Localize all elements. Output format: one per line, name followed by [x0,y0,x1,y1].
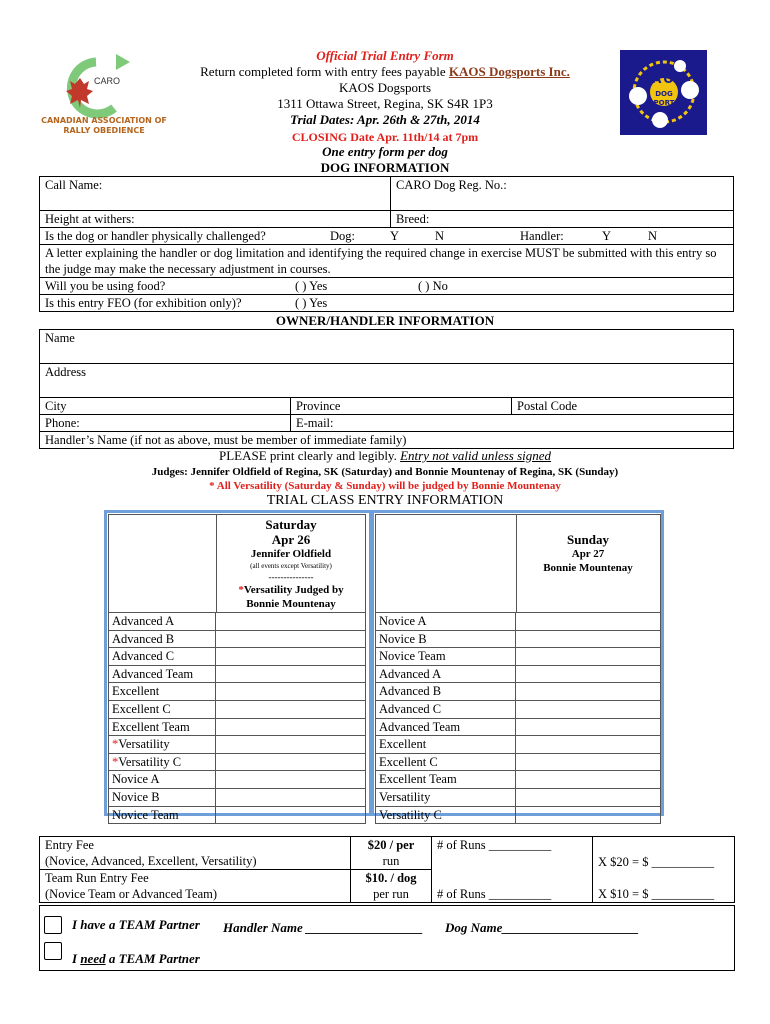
handler-yes-option[interactable]: Y [602,229,612,243]
sunday-class-row [376,648,661,666]
sunday-class-label: Versatility C [376,806,516,824]
sunday-class-entry-cell[interactable] [516,718,661,736]
payee-name: KAOS Dogsports Inc. [448,64,570,79]
sunday-class-label: Versatility [376,788,516,806]
sunday-class-row [376,613,661,631]
one-entry-note: One entry form per dog [322,144,448,159]
city-field[interactable] [40,398,291,415]
saturday-class-label: Advanced B [112,631,175,646]
saturday-class-name [109,736,216,754]
saturday-day: Saturday [265,517,317,532]
dog-no-option[interactable]: N [435,229,445,243]
breed-field[interactable] [391,211,734,228]
handler-no-option[interactable]: N [648,229,658,243]
height-label: Height at withers: [45,212,135,226]
saturday-class-label: Novice A [112,772,160,787]
sunday-class-entry-cell[interactable] [516,648,661,666]
partner-handler-name[interactable]: Handler Name __________________ [223,920,424,935]
org-address: 1311 Ottawa Street, Regina, SK S4R 1P3 [277,96,493,111]
saturday-class-name [109,771,216,789]
owner-info-heading: OWNER/HANDLER INFORMATION [275,313,495,328]
saturday-class-entry-cell[interactable] [216,771,366,789]
print-prefix: PLEASE print clearly and legibly. [218,448,401,463]
saturday-judge-note: (all events except Versatility) [250,562,332,570]
owner-address-field[interactable] [40,364,734,398]
entry-fee-label: Entry Fee [45,838,94,852]
sunday-class-row [376,771,661,789]
saturday-class-star: * [112,754,119,769]
entry-price-line2: run [382,854,400,868]
sunday-class-entry-cell[interactable] [516,665,661,683]
sunday-class-entry-cell[interactable] [516,771,661,789]
sunday-judge: Bonnie Mountenay [543,562,633,574]
print-emphasis: Entry not valid unless signed [400,448,552,463]
class-entry-heading: TRIAL CLASS ENTRY INFORMATION [266,493,504,508]
entry-fee-cell [40,837,351,870]
saturday-versatility-note [221,583,361,611]
saturday-class-row [109,665,366,683]
saturday-class-name [109,613,216,631]
partner-dog-name[interactable]: Dog Name_____________________ [445,920,639,935]
sunday-day: Sunday [567,532,609,547]
saturday-date: Apr 26 [271,532,311,547]
saturday-class-entry-cell[interactable] [216,736,366,754]
email-field[interactable] [291,415,734,432]
kaos-letters: KAOS [640,72,687,86]
sunday-class-label: Advanced Team [376,718,516,736]
caro-acronym: CARO [94,76,121,86]
saturday-class-row [109,736,366,754]
owner-name-label: Name [45,331,75,345]
sunday-class-label: Advanced B [376,683,516,701]
calc-field-2[interactable] [593,870,735,903]
sunday-class-label: Novice B [376,630,516,648]
need-partner-prefix: I [72,951,81,966]
saturday-class-entry-cell[interactable] [216,665,366,683]
sunday-class-entry-cell[interactable] [516,683,661,701]
challenged-row [40,228,734,245]
runs-field-1[interactable] [432,837,593,870]
saturday-class-entry-cell[interactable] [216,613,366,631]
have-partner-label: I have a TEAM Partner [72,917,200,932]
feo-yes-option[interactable]: ( ) Yes [295,296,328,310]
sunday-class-row [376,630,661,648]
entry-price-line1: $20 / per [367,838,415,852]
saturday-classes-table [108,612,366,824]
food-no-option[interactable]: ( ) No [418,279,448,293]
team-price-cell [351,870,432,903]
org-name: KAOS Dogsports [338,80,432,95]
saturday-class-row [109,753,366,771]
sunday-class-row [376,753,661,771]
closing-date: CLOSING Date Apr. 11th/14 at 7pm [291,130,479,144]
saturday-class-entry-cell[interactable] [216,753,366,771]
print-note [0,448,770,464]
team-fee-label: Team Run Entry Fee [45,871,149,885]
saturday-header [108,514,366,613]
saturday-class-row [109,771,366,789]
saturday-class-name [109,683,216,701]
food-row [40,278,734,295]
versatility-note: * All Versatility (Saturday & Sunday) will be judged by Bonnie Mountenay [209,480,561,492]
sunday-class-label: Advanced C [376,700,516,718]
judges-note: Judges: Jennifer Oldfield of Regina, SK (Saturday) and Bonnie Mountenay of Regina, SK (Sunday) [151,466,619,478]
city-label: City [45,399,67,413]
letter-note: A letter explaining the handler or dog limitation and identifying the required change in exercise MUST be submitted with this entry so the judge may make the necessary adjustment in courses. [40,245,734,278]
saturday-class-name [109,630,216,648]
caro-name-line2: RALLY OBEDIENCE [63,126,145,135]
sunday-class-label: Excellent Team [376,771,516,789]
calc-label-1: X $20 = $ __________ [598,854,715,869]
feo-row [40,295,734,312]
handler-yn-label: Handler: [520,229,564,243]
sunday-class-label: Excellent [376,736,516,754]
calc-label-2: X $10 = $ __________ [598,887,715,901]
have-partner-row [44,916,200,934]
dog-yn-label: Dog: [330,229,355,243]
sunday-class-entry-cell[interactable] [516,630,661,648]
runs-label-1: # of Runs __________ [437,838,552,852]
saturday-class-label: Novice Team [112,807,179,822]
saturday-class-entry-cell[interactable] [216,700,366,718]
feo-question: Is this entry FEO (for exhibition only)? [45,296,242,310]
phone-label: Phone: [45,416,80,430]
saturday-class-name [109,718,216,736]
team-fee-cell [40,870,351,903]
sunday-header [375,514,661,613]
food-question: Will you be using food? [45,279,166,293]
saturday-class-name [109,806,216,824]
reg-no-field[interactable] [391,177,734,211]
breed-label: Breed: [396,212,430,226]
saturday-class-label: Advanced Team [112,666,194,681]
payable-line [0,64,770,80]
saturday-class-entry-cell[interactable] [216,648,366,666]
height-field[interactable] [40,211,391,228]
phone-field[interactable] [40,415,291,432]
sunday-class-entry-cell[interactable] [516,736,661,754]
saturday-class-label: Excellent Team [112,719,190,734]
challenged-question: Is the dog or handler physically challenged? [45,229,266,243]
saturday-class-star: * [112,737,119,752]
dog-info-table [39,176,734,312]
sunday-class-label: Novice A [376,613,516,631]
sunday-class-row [376,683,661,701]
email-label: E-mail: [296,416,334,430]
owner-name-field[interactable] [40,330,734,364]
saturday-class-row [109,683,366,701]
call-name-field[interactable] [40,177,391,211]
saturday-class-label: Excellent C [112,701,171,716]
sunday-class-row [376,665,661,683]
have-partner-checkbox[interactable] [44,916,62,934]
sunday-class-entry-cell[interactable] [516,806,661,824]
saturday-class-entry-cell[interactable] [216,718,366,736]
saturday-dashes: --------------- [268,572,314,582]
need-partner-row [44,942,200,966]
call-name-label: Call Name: [45,178,103,192]
sunday-classes-table [375,612,661,824]
saturday-class-label: Advanced A [112,614,175,628]
saturday-class-row [109,788,366,806]
sunday-class-row [376,788,661,806]
sunday-class-row [376,736,661,754]
class-frame-divider [369,510,374,816]
sunday-class-entry-cell[interactable] [516,753,661,771]
sunday-class-row [376,718,661,736]
postal-label: Postal Code [517,399,578,413]
reg-no-label: CARO Dog Reg. No.: [396,178,507,192]
sunday-class-entry-cell[interactable] [516,613,661,631]
partner-box [39,905,735,971]
runs-label-2: # of Runs __________ [437,887,552,901]
need-partner-emphasis: need [80,951,106,966]
kaos-sub: DOG SPORTS [648,90,680,107]
dog-yes-option[interactable]: Y [390,229,400,243]
trial-dates: Trial Dates: Apr. 26th & 27th, 2014 [290,112,480,127]
calc-field-1[interactable] [593,837,735,870]
saturday-class-row [109,613,366,631]
sunday-date: Apr 27 [571,548,605,560]
saturday-vers-star: * [238,584,244,596]
need-partner-label [72,951,200,966]
sunday-class-label: Excellent C [376,753,516,771]
saturday-class-entry-cell[interactable] [216,788,366,806]
fees-table [39,836,735,903]
team-price-line2: per run [373,887,409,901]
saturday-class-label: Excellent [112,684,160,699]
sunday-class-row [376,806,661,824]
payable-prefix: Return completed form with entry fees payable [200,64,449,79]
saturday-class-name [109,788,216,806]
team-price-line1: $10. / dog [365,871,417,885]
saturday-class-row [109,630,366,648]
dog-info-heading: DOG INFORMATION [320,160,450,175]
need-partner-checkbox[interactable] [44,942,62,960]
saturday-class-row [109,700,366,718]
sunday-class-row [376,700,661,718]
province-field[interactable] [291,398,512,415]
need-partner-suffix: a TEAM Partner [105,951,200,966]
saturday-class-entry-cell[interactable] [216,683,366,701]
province-label: Province [296,399,341,413]
entry-fee-note: (Novice, Advanced, Excellent, Versatility) [45,854,257,868]
saturday-class-entry-cell[interactable] [216,806,366,824]
sunday-class-entry-cell[interactable] [516,700,661,718]
saturday-class-name [109,665,216,683]
handler-name-label: Handler’s Name (if not as above, must be member of immediate family) [45,433,407,447]
saturday-class-row [109,648,366,666]
saturday-class-row [109,718,366,736]
team-fee-note: (Novice Team or Advanced Team) [45,887,218,901]
owner-info-table [39,329,734,449]
form-title: Official Trial Entry Form [316,48,454,63]
sunday-class-entry-cell[interactable] [516,788,661,806]
runs-field-2[interactable] [432,870,593,903]
saturday-class-label: Novice B [112,789,160,804]
owner-address-label: Address [45,365,86,379]
handler-name-field[interactable] [40,432,734,449]
food-yes-option[interactable]: ( ) Yes [295,279,328,293]
saturday-class-label: Versatility C [118,754,182,769]
saturday-class-entry-cell[interactable] [216,630,366,648]
caro-name-line1: CANADIAN ASSOCIATION OF [41,116,167,125]
saturday-class-label: Versatility [118,737,170,752]
saturday-class-row [109,806,366,824]
postal-field[interactable] [512,398,734,415]
saturday-vers-text: Versatility Judged by Bonnie Mountenay [243,584,344,610]
saturday-class-name [109,700,216,718]
sunday-class-label: Advanced A [376,665,516,683]
saturday-class-label: Advanced C [112,649,175,664]
entry-price-cell [351,837,432,870]
saturday-class-name [109,648,216,666]
saturday-judge: Jennifer Oldfield [250,548,332,560]
saturday-class-name [109,753,216,771]
sunday-class-label: Novice Team [376,648,516,666]
